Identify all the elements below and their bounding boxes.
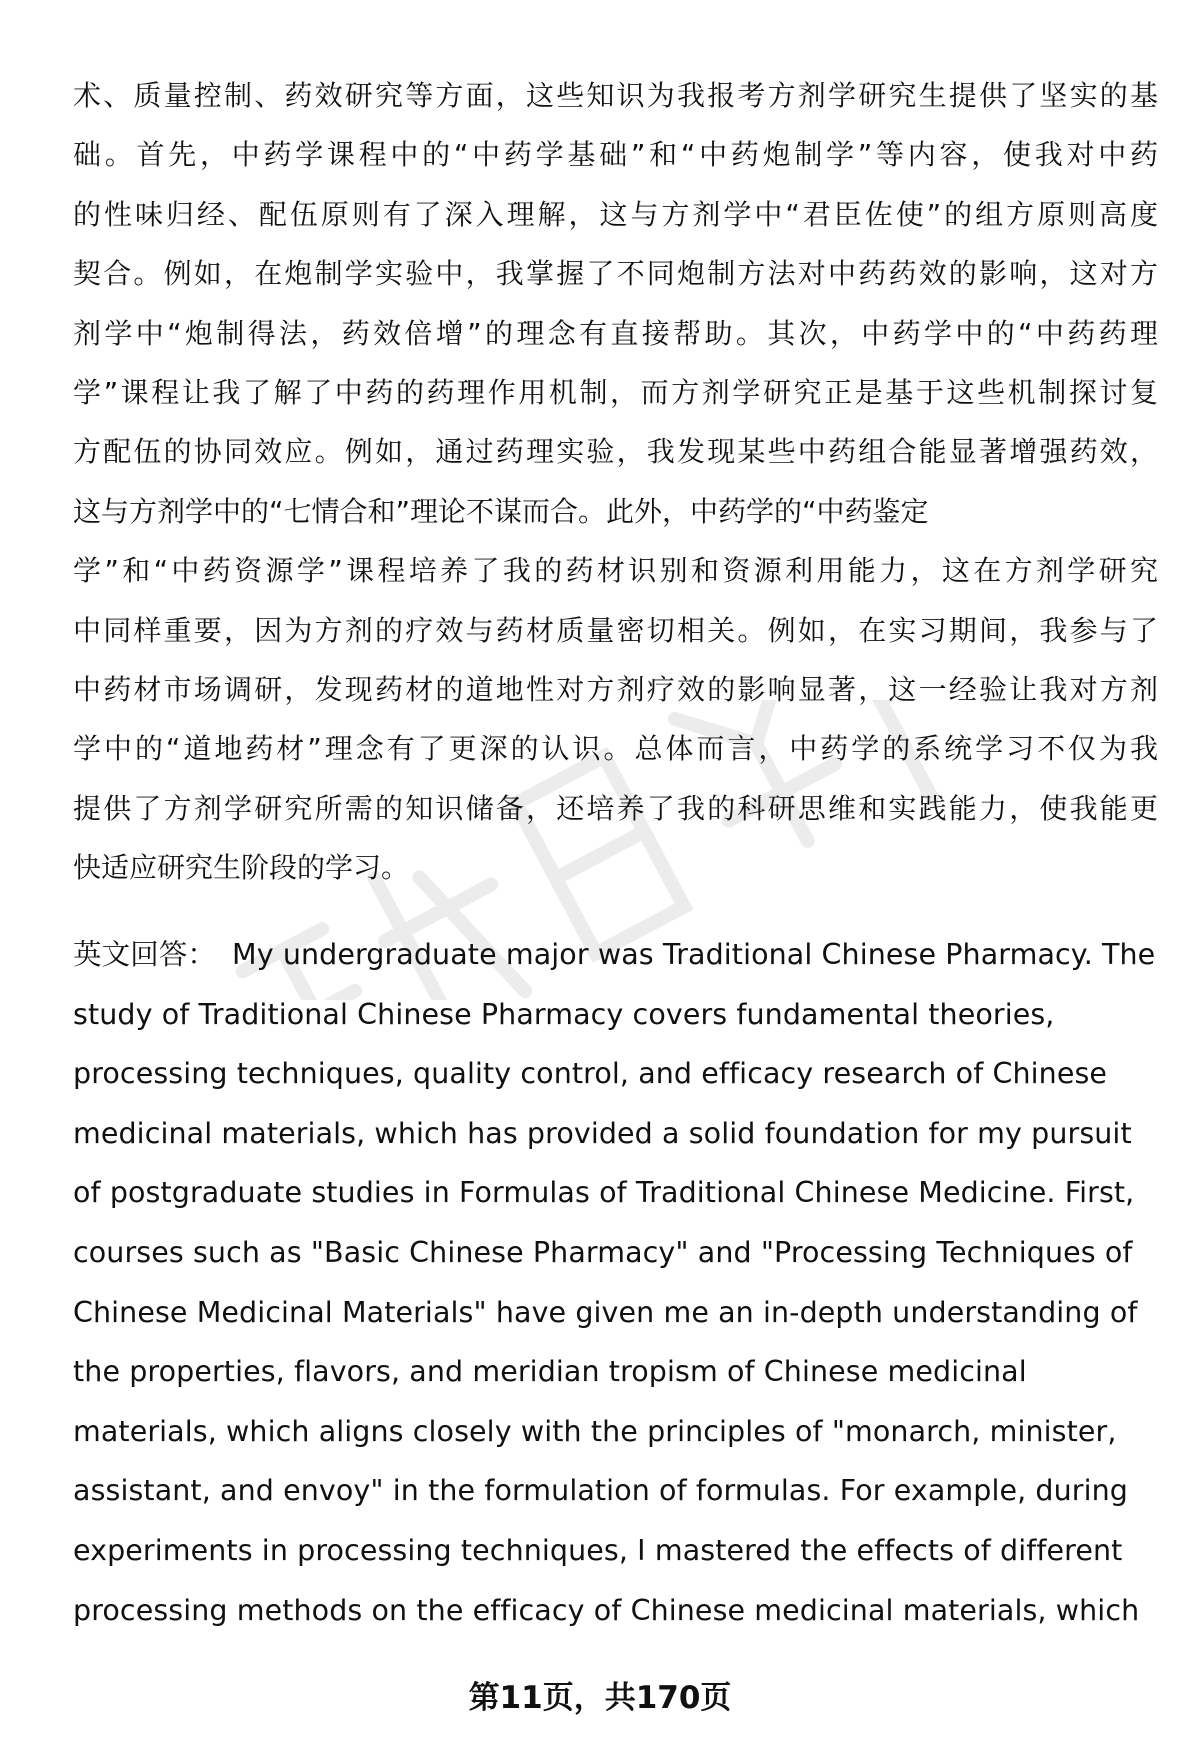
english-answer-line: study of Traditional Chinese Pharmacy covers fundamental theories, xyxy=(73,997,1055,1031)
english-answer-line xyxy=(73,925,1158,985)
chinese-answer-line: 剂学中“炮制得法，药效倍增”的理念有直接帮助。其次，中药学中的“中药药理 xyxy=(73,316,1158,350)
chinese-answer-line: 术、质量控制、药效研究等方面，这些知识为我报考方剂学研究生提供了坚实的基 xyxy=(73,79,1158,112)
english-answer-line: medicinal materials, which has provided a solid foundation for my pursuit xyxy=(73,1116,1132,1150)
chinese-answer-line: 契合。例如，在炮制学实验中，我掌握了不同炮制方法对中药药效的影响，这对方 xyxy=(73,257,1158,291)
english-answer xyxy=(73,925,1158,1640)
english-answer-line: Chinese Medicinal Materials" have given me an in-depth understanding of xyxy=(73,1295,1138,1329)
english-answer-line: the properties, flavors, and meridian tropism of Chinese medicinal xyxy=(73,1355,1027,1389)
english-answer-line: of postgraduate studies in Formulas of Traditional Chinese Medicine. First, xyxy=(73,1176,1135,1210)
chinese-answer-line: 方配伍的协同效应。例如，通过药理实验，我发现某些中药组合能显著增强药效， xyxy=(73,435,1158,469)
english-answer-label: 英文回答： xyxy=(73,938,217,971)
english-answer-line: courses such as "Basic Chinese Pharmacy" and "Processing Techniques of xyxy=(73,1235,1133,1269)
chinese-answer-line: 础。首先，中药学课程中的“中药学基础”和“中药炮制学”等内容，使我对中药 xyxy=(73,138,1158,172)
english-answer-line: processing techniques, quality control, and efficacy research of Chinese xyxy=(73,1057,1108,1091)
chinese-answer xyxy=(73,66,1158,897)
chinese-answer-line: 这与方剂学中的“七情合和”理论不谋而合。此外，中药学的“中药鉴定 xyxy=(73,494,929,528)
chinese-answer-line: 中同样重要，因为方剂的疗效与药材质量密切相关。例如，在实习期间，我参与了 xyxy=(73,613,1158,647)
chinese-answer-line: 学”课程让我了解了中药的药理作用机制，而方剂学研究正是基于这些机制探讨复 xyxy=(73,375,1158,409)
chinese-answer-line: 快适应研究生阶段的学习。 xyxy=(73,851,410,885)
english-answer-text: My undergraduate major was Traditional Chinese Pharmacy. The xyxy=(232,938,1156,971)
chinese-answer-line: 的性味归经、配伍原则有了深入理解，这与方剂学中“君臣佐使”的组方原则高度 xyxy=(73,197,1158,231)
english-answer-line: materials, which aligns closely with the principles of "monarch, minister, xyxy=(73,1414,1117,1448)
chinese-answer-line: 中药材市场调研，发现药材的道地性对方剂疗效的影响显著，这一经验让我对方剂 xyxy=(73,672,1158,706)
chinese-answer-line: 学中的“道地药材”理念有了更深的认识。总体而言，中药学的系统学习不仅为我 xyxy=(73,732,1158,766)
english-answer-line: processing methods on the efficacy of Chinese medicinal materials, which xyxy=(73,1593,1140,1627)
english-answer-line: experiments in processing techniques, I mastered the effects of different xyxy=(73,1533,1123,1567)
chinese-answer-line: 提供了方剂学研究所需的知识储备，还培养了我的科研思维和实践能力，使我能更 xyxy=(73,791,1158,825)
page-number-footer: 第11页，共170页 xyxy=(468,1680,732,1716)
english-answer-line: assistant, and envoy" in the formulation of formulas. For example, during xyxy=(73,1474,1128,1508)
chinese-answer-line: 学”和“中药资源学”课程培养了我的药材识别和资源利用能力，这在方剂学研究 xyxy=(73,554,1158,588)
